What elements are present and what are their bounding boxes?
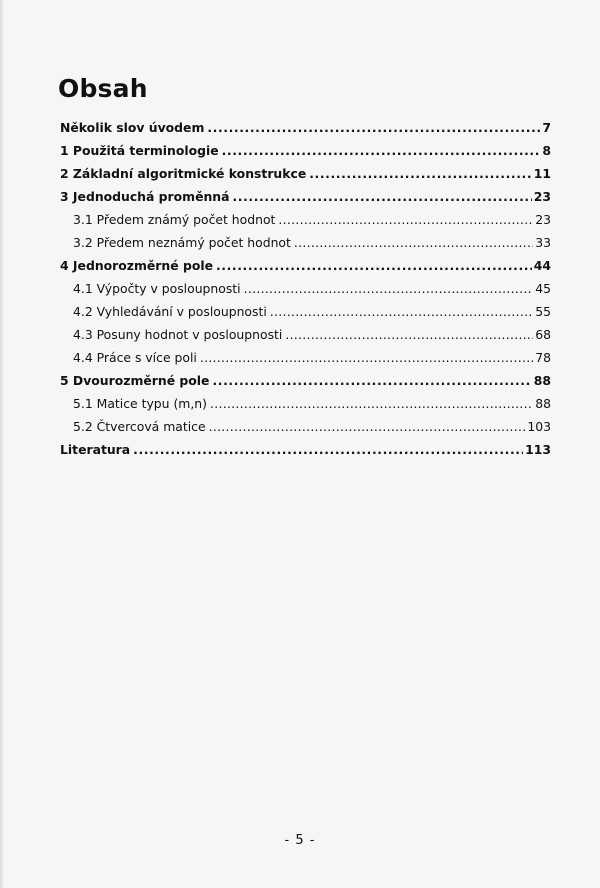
toc-chapter-entry [60, 258, 551, 281]
toc-dot-leader [285, 327, 533, 342]
toc-chapter-entry [60, 442, 551, 465]
toc-section-entry [60, 212, 551, 235]
toc-entry-label: 2 Základní algoritmické konstrukce [60, 166, 307, 181]
toc-entry-page: 33 [535, 235, 551, 250]
toc-entry-label: 4 Jednorozměrné pole [60, 258, 213, 273]
toc-dot-leader [222, 143, 541, 158]
toc-entry-label: Literatura [60, 442, 131, 457]
toc-entry-page: 113 [525, 442, 551, 457]
toc-entry-page: 78 [535, 350, 551, 365]
toc-entry-page: 103 [527, 419, 551, 434]
page-edge-shadow [0, 0, 4, 888]
toc-chapter-entry [60, 373, 551, 396]
toc-entry-label: 1 Použitá terminologie [60, 143, 219, 158]
toc-section-entry [60, 304, 551, 327]
toc-dot-leader [278, 212, 533, 227]
toc-entry-label: Několik slov úvodem [60, 120, 205, 135]
toc-entry-label: 3.1 Předem známý počet hodnot [73, 212, 276, 227]
toc-entry-label: 4.2 Vyhledávání v posloupnosti [73, 304, 267, 319]
toc-section-entry [60, 350, 551, 373]
toc-entry-page: 45 [535, 281, 551, 296]
toc-entry-label: 5 Dvourozměrné pole [60, 373, 210, 388]
toc-dot-leader [209, 419, 526, 434]
toc-entry-page: 11 [533, 166, 551, 181]
toc-dot-leader [294, 235, 533, 250]
toc-chapter-entry [60, 120, 551, 143]
toc-entry-page: 23 [533, 189, 551, 204]
toc-section-entry [60, 327, 551, 350]
toc-entry-label: 5.1 Matice typu (m,n) [73, 396, 207, 411]
toc-dot-leader [244, 281, 534, 296]
toc-entry-page: 88 [533, 373, 551, 388]
toc-entry-label: 4.4 Práce s více poli [73, 350, 197, 365]
toc-entry-page: 44 [533, 258, 551, 273]
toc-entry-page: 8 [542, 143, 551, 158]
toc-entry-page: 68 [535, 327, 551, 342]
page-number: - 5 - [284, 833, 316, 848]
toc-dot-leader [212, 373, 531, 388]
table-of-contents [60, 120, 551, 465]
toc-section-entry [60, 235, 551, 258]
toc-entry-label: 3 Jednoduchá proměnná [60, 189, 230, 204]
toc-section-entry [60, 419, 551, 442]
toc-chapter-entry [60, 143, 551, 166]
toc-dot-leader [309, 166, 532, 181]
toc-section-entry [60, 281, 551, 304]
toc-dot-leader [270, 304, 533, 319]
toc-dot-leader [207, 120, 540, 135]
toc-chapter-entry [60, 189, 551, 212]
toc-chapter-entry [60, 166, 551, 189]
toc-dot-leader [200, 350, 533, 365]
toc-entry-label: 4.3 Posuny hodnot v posloupnosti [73, 327, 283, 342]
toc-dot-leader [210, 396, 533, 411]
toc-section-entry [60, 396, 551, 419]
toc-dot-leader [133, 442, 523, 457]
toc-dot-leader [233, 189, 532, 204]
toc-entry-label: 4.1 Výpočty v posloupnosti [73, 281, 241, 296]
toc-entry-label: 3.2 Předem neznámý počet hodnot [73, 235, 291, 250]
toc-entry-page: 88 [535, 396, 551, 411]
toc-entry-page: 55 [535, 304, 551, 319]
toc-entry-page: 23 [535, 212, 551, 227]
toc-dot-leader [216, 258, 532, 273]
toc-entry-label: 5.2 Čtvercová matice [73, 419, 206, 434]
page-title: Obsah [58, 74, 148, 103]
toc-entry-page: 7 [542, 120, 551, 135]
